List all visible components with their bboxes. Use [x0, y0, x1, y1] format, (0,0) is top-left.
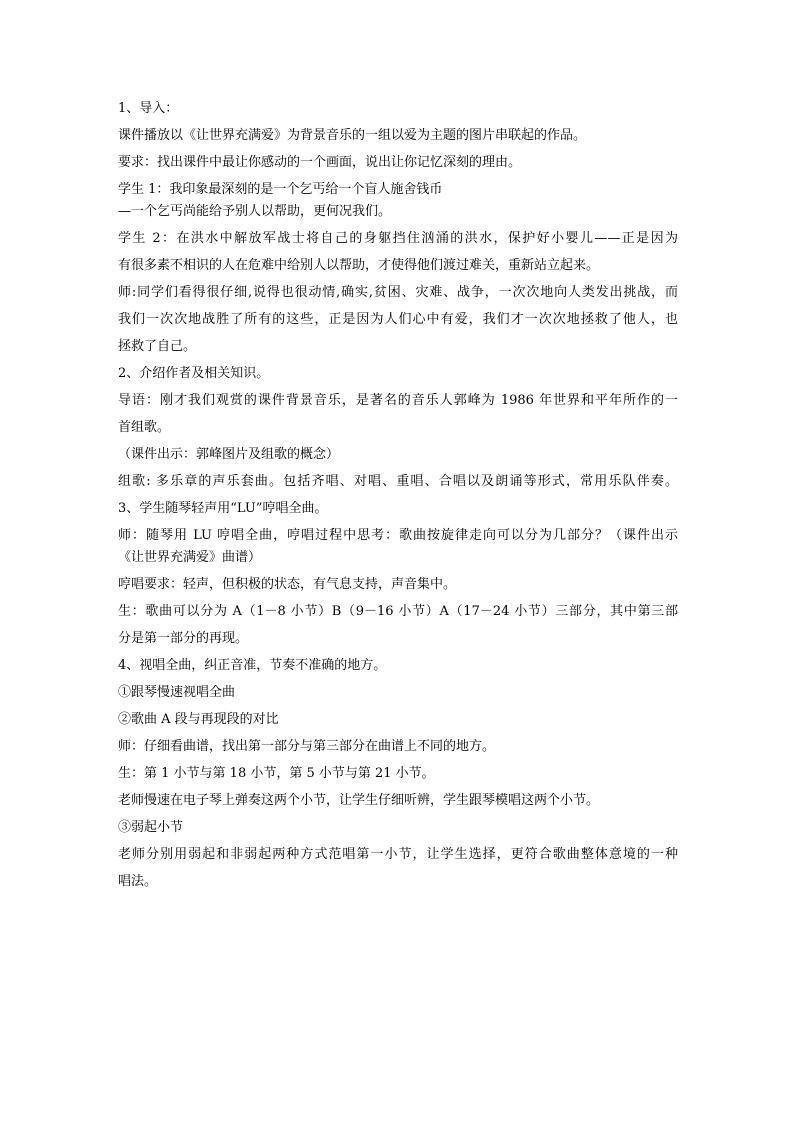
- text-line: 学生 1：我印象最深刻的是一个乞丐给一个盲人施舍钱币: [118, 182, 443, 197]
- text-line: 4、视唱全曲，纠正音准，节奏不准确的地方。: [118, 658, 387, 673]
- text-line: 老师分别用弱起和非弱起两种方式范唱第一小节，让学生选择，更符合歌曲整体意境的一种: [118, 847, 678, 862]
- text-line: 有很多素不相识的人在危难中给别人以帮助，才使得他们渡过难关，重新站立起来。: [118, 258, 600, 273]
- text-line: 拯救了自己。: [118, 339, 197, 354]
- text-line: 老师慢速在电子琴上弹奏这两个小节，让学生仔细听辨，学生跟琴模唱这两个小节。: [118, 793, 600, 808]
- text-line: ②歌曲 A 段与再现段的对比: [118, 712, 279, 727]
- text-line: 生：歌曲可以分为 A（1－8 小节）B（9－16 小节）A（17－24 小节）三部分，其中第三部: [118, 604, 678, 619]
- text-line: 1、导入：: [118, 101, 179, 116]
- text-line: 生：第 1 小节与第 18 小节，第 5 小节与第 21 小节。: [118, 766, 435, 781]
- text-line: ③弱起小节: [118, 820, 184, 835]
- text-line: ①跟琴慢速视唱全曲: [118, 685, 236, 700]
- text-line: 要求：找出课件中最让你感动的一个画面，说出让你记忆深刻的理由。: [118, 155, 522, 170]
- text-line: 学生 2：在洪水中解放军战士将自己的身躯挡住汹涌的洪水，保护好小婴儿——正是因为: [118, 231, 678, 246]
- text-line: 课件播放以《让世界充满爱》为背景音乐的一组以爱为主题的图片串联起的作品。: [118, 128, 587, 143]
- text-line: 分是第一部分的再现。: [118, 631, 249, 646]
- text-line: 我们一次次地战胜了所有的这些，正是因为人们心中有爱，我们才一次次地拯救了他人，也: [118, 312, 678, 327]
- text-line: 导语：刚才我们观赏的课件背景音乐，是著名的音乐人郭峰为 1986 年世界和平年所作的一: [118, 393, 678, 408]
- text-line: 组歌: 多乐章的声乐套曲。包括齐唱、对唱、重唱、合唱以及朗诵等形式，常用乐队伴奏。: [118, 474, 678, 489]
- text-line: （课件出示：郭峰图片及组歌的概念）: [118, 447, 340, 462]
- text-line: 哼唱要求：轻声，但积极的状态，有气息支持，声音集中。: [118, 577, 457, 592]
- text-line: 首组歌。: [118, 420, 171, 435]
- text-line: 3、学生随琴轻声用“LU”哼唱全曲。: [118, 501, 328, 516]
- text-line: 唱法。: [118, 874, 158, 889]
- text-line: 2、介绍作者及相关知识。: [118, 366, 270, 381]
- text-line: 《让世界充满爱》曲谱）: [118, 550, 262, 565]
- text-line: —一个乞丐尚能给予别人以帮助，更何况我们。: [118, 204, 392, 219]
- text-line: 师：仔细看曲谱，找出第一部分与第三部分在曲谱上不同的地方。: [118, 739, 496, 754]
- text-line: 师：随琴用 LU 哼唱全曲，哼唱过程中思考：歌曲按旋律走向可以分为几部分？（课件出示: [118, 528, 678, 543]
- text-line: 师:同学们看得很仔细,说得也很动情,确实,贫困、灾难、战争，一次次地向人类发出挑战，而: [118, 285, 678, 300]
- document-body: [118, 100, 678, 890]
